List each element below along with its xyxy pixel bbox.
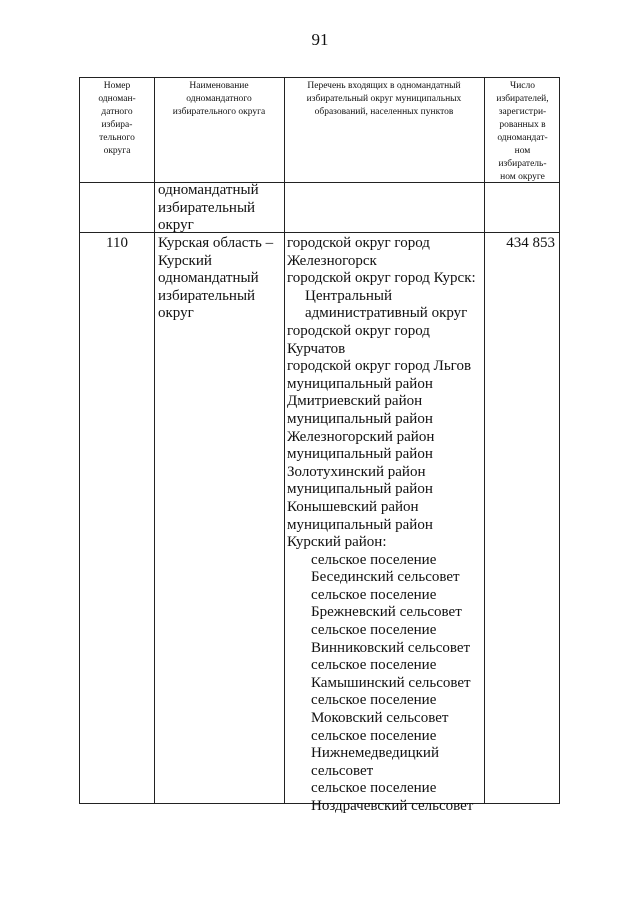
municipality-entry: сельское поселение — [311, 586, 437, 603]
municipality-entry: Моковский сельсовет — [311, 710, 449, 727]
district-table — [79, 77, 560, 814]
municipality-entry: Винниковский сельсовет — [311, 639, 471, 656]
name-line: округ — [158, 217, 194, 234]
municipality-entry: Дмитриевский район — [287, 393, 423, 410]
header-line: избирателей, — [496, 94, 549, 104]
name-line: избирательный — [158, 287, 256, 304]
row-divider — [80, 232, 559, 233]
header-line: округа — [103, 146, 131, 156]
municipality-entry: Центральный — [305, 287, 393, 304]
voters-count: 434 853 — [506, 235, 555, 251]
name-line: одномандатный — [158, 182, 259, 198]
header-line: датного — [101, 107, 133, 117]
municipality-entry: муниципальный район — [287, 410, 433, 427]
header-voters — [486, 80, 559, 184]
header-line: Номер — [103, 81, 131, 91]
municipality-entry: Железногорск — [287, 252, 377, 269]
municipality-entry: Бесединский сельсовет — [311, 569, 460, 586]
header-line: избирательный округ муниципальных — [306, 94, 462, 104]
municipality-entry: городской округ город — [287, 235, 430, 251]
municipalities-list — [287, 235, 476, 816]
municipality-entry: муниципальный район — [287, 375, 433, 392]
municipality-entry: Золотухинский район — [287, 463, 426, 480]
municipality-entry: сельское поселение — [311, 551, 437, 568]
header-line: Число — [510, 81, 535, 91]
municipality-entry: Железногорский район — [287, 428, 435, 445]
header-line: избира- — [101, 120, 133, 130]
header-line: зарегистри- — [498, 107, 547, 117]
column-divider — [154, 78, 155, 803]
header-name — [156, 80, 282, 119]
header-line: Перечень входящих в одномандатный — [307, 81, 461, 91]
municipality-entry: Брежневский сельсовет — [311, 604, 462, 621]
name-line: Курская область – — [158, 235, 274, 251]
municipality-entry: муниципальный район — [287, 446, 433, 463]
municipality-entry: Камышинский сельсовет — [311, 674, 471, 691]
municipality-entry: Курский район: — [287, 534, 387, 551]
municipality-entry: муниципальный район — [287, 516, 433, 533]
municipality-entry: Курчатов — [287, 340, 346, 357]
header-line: избиратель- — [498, 159, 547, 169]
municipality-entry: городской округ город Курск: — [287, 270, 476, 287]
header-line: ном — [514, 146, 531, 156]
municipality-entry: сельсовет — [311, 762, 374, 779]
header-line: образований, населенных пунктов — [314, 107, 454, 117]
header-line: одномандатного — [186, 94, 252, 104]
header-line: Наименование — [189, 81, 249, 91]
municipality-entry: сельское поселение — [311, 727, 437, 744]
column-divider — [484, 78, 485, 803]
name-line: Курский — [158, 252, 212, 269]
header-line: одномандат- — [497, 133, 548, 143]
municipality-entry: Нижнемедведицкий — [311, 745, 439, 762]
municipality-entry: городской округ город — [287, 322, 430, 339]
municipality-entry: сельское поселение — [311, 780, 437, 797]
header-line: ном округе — [500, 172, 545, 182]
name-line: одномандатный — [158, 270, 259, 287]
municipality-entry: сельское поселение — [311, 692, 437, 709]
column-divider — [284, 78, 285, 803]
header-line: рованных в — [499, 120, 546, 130]
header-list — [286, 80, 482, 119]
municipality-entry: Конышевский район — [287, 498, 419, 515]
municipality-entry: городской округ город Льгов — [287, 358, 472, 375]
name-line: округ — [158, 305, 194, 322]
header-line: тельного — [99, 133, 135, 143]
header-line: одноман- — [98, 94, 136, 104]
continuation-name — [158, 182, 259, 235]
header-number — [82, 80, 152, 158]
municipality-entry: муниципальный район — [287, 481, 433, 498]
municipality-entry: Ноздрачевский сельсовет — [311, 798, 474, 814]
header-line: избирательного округа — [172, 107, 266, 117]
page-number: 91 — [311, 30, 329, 49]
municipality-entry: сельское поселение — [311, 657, 437, 674]
district-name — [158, 235, 273, 323]
name-line: избирательный — [158, 199, 256, 216]
municipality-entry: административный округ — [305, 305, 468, 322]
municipality-entry: сельское поселение — [311, 622, 437, 639]
district-number: 110 — [106, 235, 128, 251]
